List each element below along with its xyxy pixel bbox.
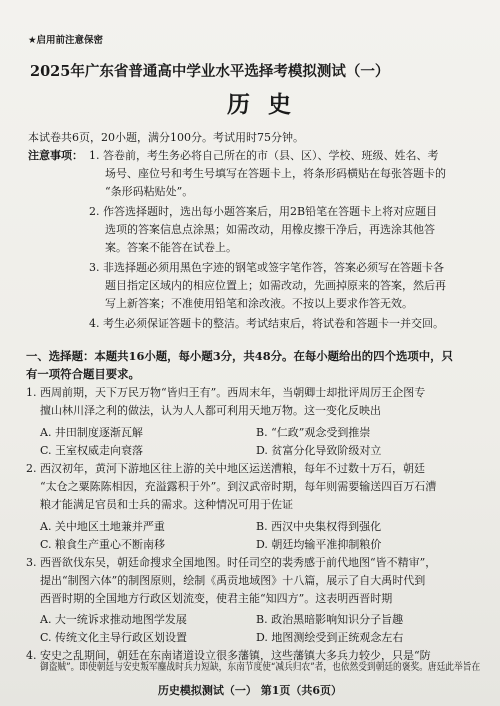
question-2-stem-line-1: 2. 西汉初年，黄河下游地区往上游的关中地区运送漕粮，每年不过数十万石，朝廷 xyxy=(26,462,425,475)
question-1-stem-line-2: 擅山林川泽之利的做法，认为人人都可利用天地万物。这一变化反映出 xyxy=(40,404,381,417)
question-1-option-c: C. 王室权威走向衰落 xyxy=(40,444,144,457)
notice-item-3-line-2: 题目指定区域内的相应位置上；如需改动，先画掉原来的答案，然后再 xyxy=(105,279,446,292)
question-2-option-c: C. 粮食生产重心不断南移 xyxy=(40,538,166,551)
question-3-option-d: D. 地图测绘受到正统观念左右 xyxy=(256,631,404,644)
notice-item-3-line-1: 3. 非选择题必须用黑色字迹的钢笔或签字笔作答，答案必须写在答题卡各 xyxy=(89,261,444,274)
question-4-stem-line-1: 4. 安史之乱期间，朝廷在东南诸道设立很多藩镇，这些藩镇大多兵力较少，只是“防 xyxy=(26,649,431,662)
subject-title: 历史 xyxy=(227,91,309,118)
section-heading: 一、选择题：本题共16小题，每小题3分，共48分。在每小题给出的四个选项中，只 xyxy=(26,349,453,363)
notice-item-1-line-3: “条形码粘贴处”。 xyxy=(105,185,194,198)
question-2-stem-line-2: “太仓之粟陈陈相因，充溢露积于外”。到汉武帝时期，每年则需要输送四百万石漕 xyxy=(40,480,437,493)
notice-item-4-line-1: 4. 考生必须保证答题卡的整洁。考试结束后，将试卷和答题卡一并交回。 xyxy=(89,317,444,330)
question-2-stem-line-3: 粮才能满足官员和士兵的需求。这种情况可用于佐证 xyxy=(40,498,293,511)
notice-item-2-line-3: 案。答案不能答在试卷上。 xyxy=(105,241,237,254)
notice-item-1-line-1: 1. 答卷前，考生务必将自己所在的市（县、区）、学校、班级、姓名、考 xyxy=(89,149,439,162)
question-1-option-a: A. 井田制度逐渐瓦解 xyxy=(40,426,143,439)
page-footer: 历史模拟测试（一） 第1页（共6页） xyxy=(157,684,343,697)
notice-item-3-line-3: 写上新答案；不准使用铅笔和涂改液。不按以上要求作答无效。 xyxy=(105,297,413,310)
question-1-option-d: D. 贫富分化导致阶级对立 xyxy=(256,444,382,457)
notice-item-2-line-1: 2. 作答选择题时，选出每小题答案后，用2B铅笔在答题卡上将对应题目 xyxy=(89,205,438,218)
question-3-option-a: A. 大一统诉求推动地图学发展 xyxy=(40,613,187,626)
section-heading-cont: 有一项符合题目要求。 xyxy=(26,367,140,381)
question-3-stem-line-3: 西晋时期的全国地方行政区划流变，使君主能“知四方”。这表明西晋时期 xyxy=(40,592,393,605)
question-4-stem-line-2: 御盗贼”。即使朝廷与安史叛军鏖战时兵力短缺，东南节度使“减兵归农”者，也依然受到朝廷的褒奖。唐廷此举旨在 xyxy=(40,662,481,673)
question-2-option-b: B. 西汉中央集权得到强化 xyxy=(256,520,382,533)
question-3-option-b: B. 政治黑暗影响知识分子旨趣 xyxy=(256,613,404,626)
notice-item-2-line-2: 选项的答案信息点涂黑；如需改动，用橡皮擦干净后，再选涂其他答 xyxy=(105,223,435,236)
question-3-stem-line-2: 提出“制图六体”的制图原则，绘制《禹贡地域图》十八篇，展示了自大禹时代到 xyxy=(40,574,426,587)
question-1-option-b: B. “仁政”观念受到推崇 xyxy=(256,426,371,439)
exam-title: 2025年广东省普通高中学业水平选择考模拟测试（一） xyxy=(30,63,390,80)
confidential-label: ★启用前注意保密 xyxy=(28,35,104,46)
question-2-option-a: A. 关中地区土地兼并严重 xyxy=(40,520,165,533)
question-3-option-c: C. 传统文化主导行政区划设置 xyxy=(40,631,188,644)
notice-label: 注意事项： xyxy=(28,149,83,162)
question-1-stem-line-1: 1. 西周前期，天下万民万物“皆归王有”。西周末年，当朝卿士却批评周厉王企图专 xyxy=(26,386,426,399)
exam-intro: 本试卷共6页，20小题，满分100分。考试用时75分钟。 xyxy=(28,131,304,144)
question-3-stem-line-1: 3. 西晋欲伐东吴，朝廷命搜求全国地图。时任司空的裴秀感于前代地图“皆不精审”， xyxy=(26,556,437,569)
question-2-option-d: D. 朝廷均输平准抑制粮价 xyxy=(256,538,382,551)
notice-item-1-line-2: 场号、座位号和考生号填写在答题卡上，将条形码横贴在每张答题卡的 xyxy=(105,167,446,180)
